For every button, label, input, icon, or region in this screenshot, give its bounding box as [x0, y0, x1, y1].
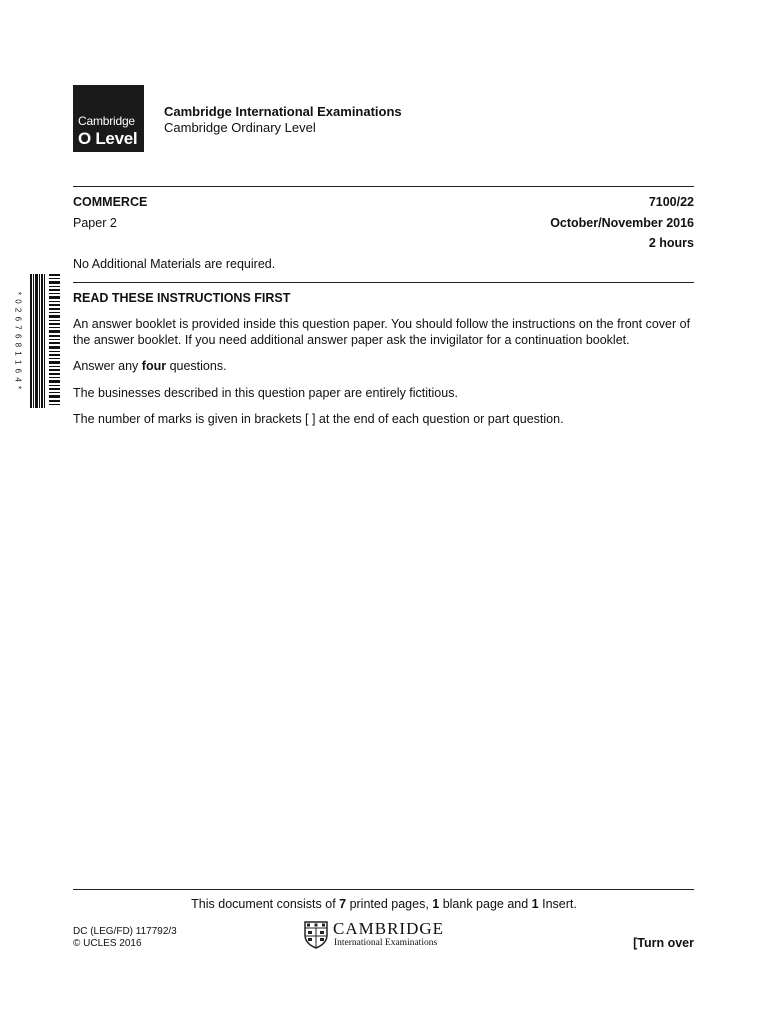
- instruction-answer-count-emphasis: four: [141, 359, 167, 373]
- instruction-marks: The number of marks is given in brackets [ ] at the end of each question or part question.: [73, 412, 564, 426]
- page-count-note: [0, 897, 768, 911]
- cambridge-crest-icon: [304, 921, 328, 949]
- instructions-heading: READ THESE INSTRUCTIONS FIRST: [73, 291, 291, 305]
- barcode: [30, 270, 60, 412]
- insert-count: 1: [531, 897, 539, 911]
- instruction-fictitious: The businesses described in this question paper are entirely fictitious.: [73, 386, 458, 400]
- page-count-text-3: blank page and: [439, 897, 532, 911]
- organisation-name: Cambridge International Examinations: [164, 104, 402, 119]
- divider-footer: [73, 889, 694, 890]
- blank-pages-count: 1: [432, 897, 440, 911]
- paper-name: Paper 2: [73, 216, 117, 230]
- subject-title: COMMERCE: [73, 195, 148, 209]
- cambridge-wordmark-subtitle: International Examinations: [334, 938, 438, 948]
- turn-over-label: [Turn over: [633, 936, 694, 950]
- exam-duration: 2 hours: [648, 236, 694, 250]
- instruction-answer-count: [73, 359, 698, 375]
- document-code: DC (LEG/FD) 117792/3: [73, 926, 177, 937]
- page-count-text-4: Insert.: [538, 897, 577, 911]
- logo-text-cambridge: Cambridge: [78, 114, 135, 128]
- instruction-answer-count-pre: Answer any: [73, 359, 142, 373]
- divider-instructions: [73, 282, 694, 283]
- instruction-answer-count-post: questions.: [166, 359, 227, 373]
- o-level-logo: [73, 85, 144, 152]
- materials-note: No Additional Materials are required.: [73, 257, 276, 271]
- page-count-text-2: printed pages,: [346, 897, 433, 911]
- qualification-name: Cambridge Ordinary Level: [164, 120, 316, 135]
- cambridge-wordmark: CAMBRIDGE: [333, 919, 445, 938]
- logo-text-o-level: O Level: [78, 129, 138, 148]
- barcode-bars: [30, 274, 45, 408]
- page-count-text-1: This document consists of: [191, 897, 340, 911]
- paper-code: 7100/22: [648, 195, 694, 209]
- instruction-answer-booklet: An answer booklet is provided inside this question paper. You should follow the instructions on the front cover of the answer booklet. If you need additional answer paper ask the invigilator for a continuation booklet.: [73, 317, 691, 347]
- divider-top: [73, 186, 694, 187]
- copyright-notice: © UCLES 2016: [73, 938, 142, 949]
- barcode-number: * 0 2 6 7 6 8 1 1 6 4 *: [13, 291, 23, 391]
- printed-pages-count: 7: [339, 897, 347, 911]
- exam-session: October/November 2016: [550, 216, 694, 230]
